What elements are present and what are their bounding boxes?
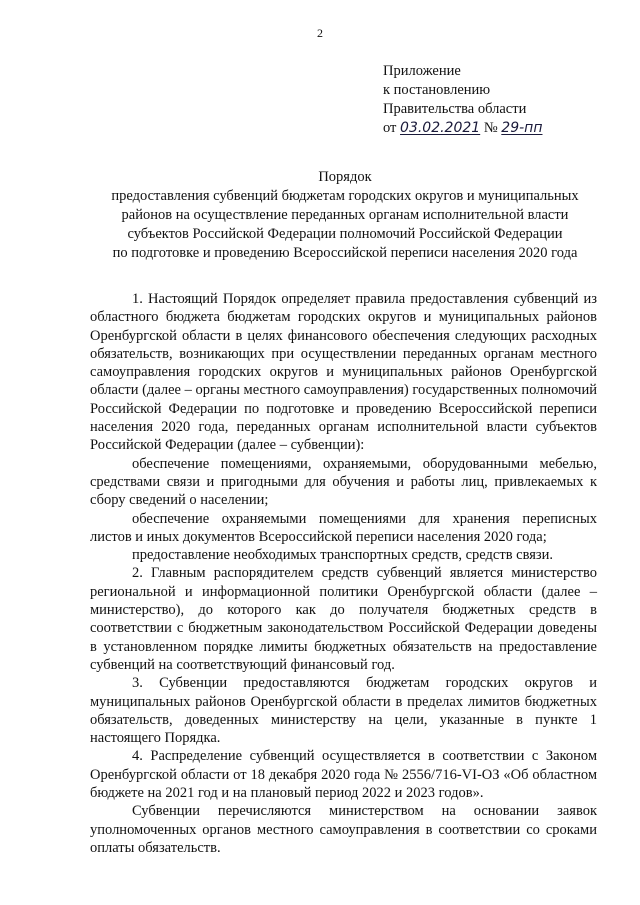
date-prefix: от — [383, 120, 397, 136]
number-prefix: № — [483, 120, 498, 136]
title-line-3: субъектов Российской Федерации полномочий Российской Федерации — [127, 226, 563, 242]
appendix-line-3: Правительства области — [383, 101, 527, 117]
paragraph-4: 4. Распределение субвенций осуществляется в соответствии с Законом Оренбургской области от 18 декабря 2020 года № 2556/716-VI-ОЗ «Об областном бюджете на 2021 год и на плановый период 2022 и 2023 годов». — [90, 748, 597, 802]
title-line-1: предоставления субвенций бюджетам городских округов и муниципальных — [111, 188, 579, 204]
handwritten-number: 29-пп — [501, 120, 543, 136]
paragraph-1-item-3: предоставление необходимых транспортных средств, средств связи. — [132, 547, 554, 564]
title-line-2: районов на осуществление переданных органам исполнительной власти — [121, 207, 569, 223]
paragraph-1: 1. Настоящий Порядок определяет правила предоставления субвенций из областного бюджета бюджетам городских округов и муниципальных районов Оренбургской области в целях финансового обеспечения следующих расходных обязательств, возникающих при осуществлении переданных органам местного самоуправления городских округов и муниципальных районов Оренбургской области (далее – органы местного самоуправления) государственных полномочий Российской Федерации по подготовке и проведению Всероссийской переписи населения 2020 года, переданных органам исполнительной власти субъектов Российской Федерации (далее – субвенции): — [90, 291, 597, 454]
page-number: 2 — [317, 26, 323, 40]
appendix-date-line — [383, 119, 542, 138]
paragraph-1-item-1: обеспечение помещениями, охраняемыми, оборудованными мебелью, средствами связи и пригодными для обучения и работы лиц, привлекаемых к сбору сведений о населении; — [90, 455, 597, 509]
appendix-line-2: к постановлению — [383, 82, 491, 98]
document-body — [90, 290, 597, 857]
title-heading: Порядок — [318, 169, 372, 185]
document-title — [75, 168, 615, 263]
paragraph-1-item-2: обеспечение охраняемыми помещениями для хранения переписных листов и иных документов Всероссийской переписи населения 2020 года; — [90, 510, 597, 545]
appendix-line-1: Приложение — [383, 63, 461, 79]
appendix-header — [383, 62, 542, 138]
paragraph-3: 3. Субвенции предоставляются бюджетам городских округов и муниципальных районов Оренбургской области в пределах лимитов бюджетных обязательств, доведенных министерству на цели, указанные в пункте 1 настоящего Порядка. — [90, 675, 597, 747]
title-line-4: по подготовке и проведению Всероссийской переписи населения 2020 года — [112, 245, 578, 261]
handwritten-date: 03.02.2021 — [400, 120, 481, 136]
paragraph-2: 2. Главным распорядителем средств субвенций является министерство региональной и информационной политики Оренбургской области (далее – министерство), до которого как до получателя бюджетных средств в соответствии с бюджетным законодательством Российской Федерации доведены в установленном порядке лимиты бюджетных обязательств на предоставление субвенций на соответствующий финансовый год. — [90, 565, 597, 673]
paragraph-4-continued: Субвенции перечисляются министерством на основании заявок уполномоченных органов местного самоуправления в соответствии со сроками оплаты обязательств. — [90, 803, 597, 856]
